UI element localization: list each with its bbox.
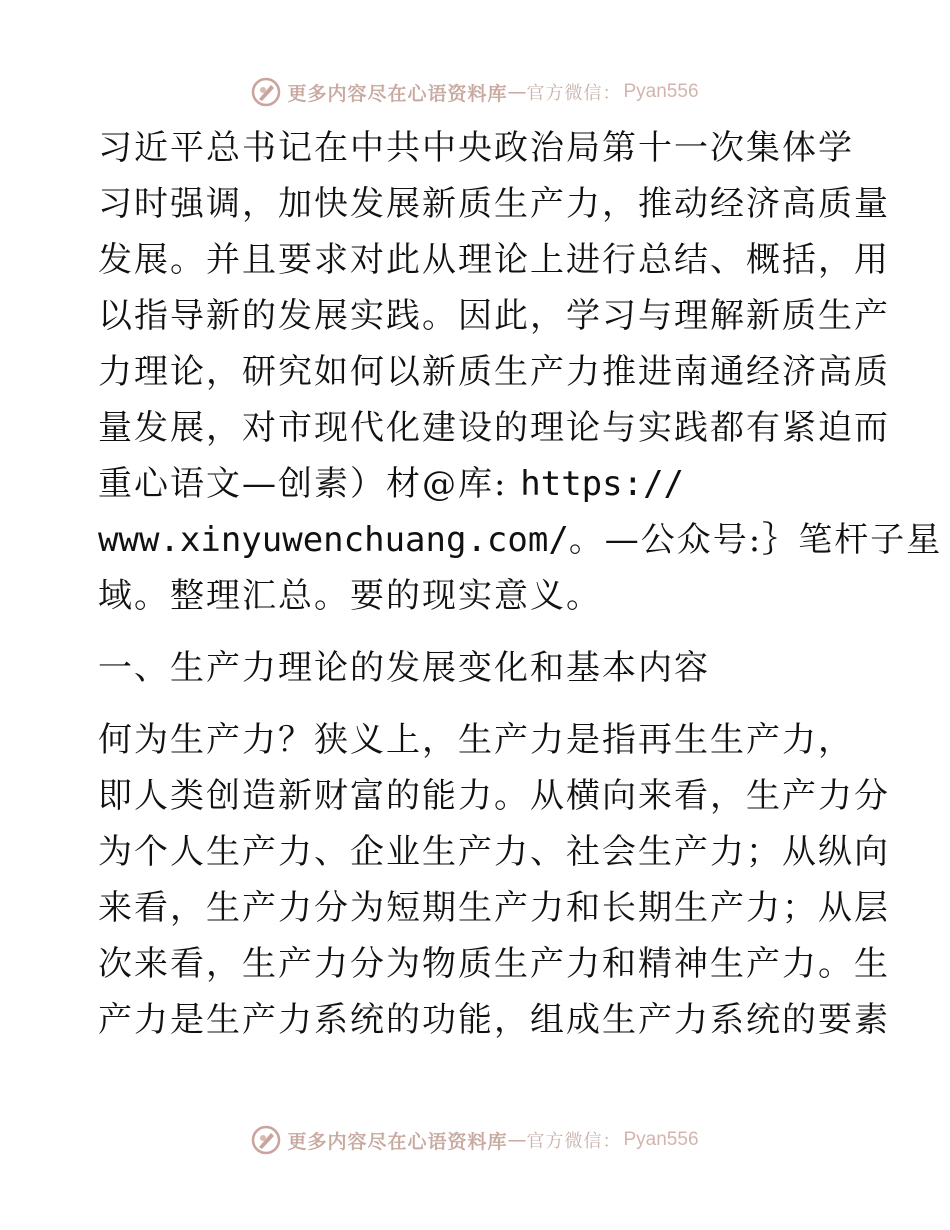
text-segment: 重心语文—创素）材@库: [98,464,521,504]
banner-main-text: 更多内容尽在心语资料库 [287,82,508,105]
paragraph-2 [98,712,890,1048]
header-banner [0,72,950,112]
document-body [98,120,943,1048]
banner-wechat-id: Pyan556 [623,1129,699,1150]
url-text: www.xinyuwenchuang.com/ [98,520,569,560]
text-line [98,512,943,568]
banner-main-text: 更多内容尽在心语资料库 [287,1130,508,1153]
text-line [98,456,858,512]
pen-logo-icon [251,1125,281,1155]
pen-logo-icon [251,77,281,107]
section-heading: 一、生产力理论的发展变化和基本内容 [98,648,710,688]
text-line: 以指导新的发展实践。因此，学习与理解新质生产 [98,296,890,336]
text-line: 为个人生产力、企业生产力、社会生产力；从纵向 [98,832,890,872]
text-segment: 。—公众号:｝笔杆子星 [568,520,943,560]
text-line: 即人类创造新财富的能力。从横向来看，生产力分 [98,776,890,816]
banner-dash: — [507,81,527,103]
text-line: 域。整理汇总。要的现实意义。 [98,576,602,616]
text-line: 发展。并且要求对此从理论上进行总结、概括，用 [98,240,890,280]
banner-wechat-label: 官方微信： [526,1131,622,1152]
banner-dash: — [507,1129,527,1151]
footer-banner [0,1120,950,1160]
banner-wechat-id: Pyan556 [623,81,699,102]
text-line: 次来看，生产力分为物质生产力和精神生产力。生 [98,944,890,984]
text-line: 力理论，研究如何以新质生产力推进南通经济高质 [98,352,890,392]
text-line: 产力是生产力系统的功能，组成生产力系统的要素 [98,1000,890,1040]
text-line: 习时强调，加快发展新质生产力，推动经济高质量 [98,184,890,224]
text-line: 量发展，对市现代化建设的理论与实践都有紧迫而 [98,408,890,448]
paragraph-1 [98,120,943,624]
banner-wechat-label: 官方微信： [526,83,622,104]
text-line: 何为生产力？狭义上，生产力是指再生生产力， [98,720,854,760]
url-text: https:// [520,464,685,504]
text-line: 习近平总书记在中共中央政治局第十一次集体学 [98,128,854,168]
text-line: 来看，生产力分为短期生产力和长期生产力；从层 [98,888,890,928]
